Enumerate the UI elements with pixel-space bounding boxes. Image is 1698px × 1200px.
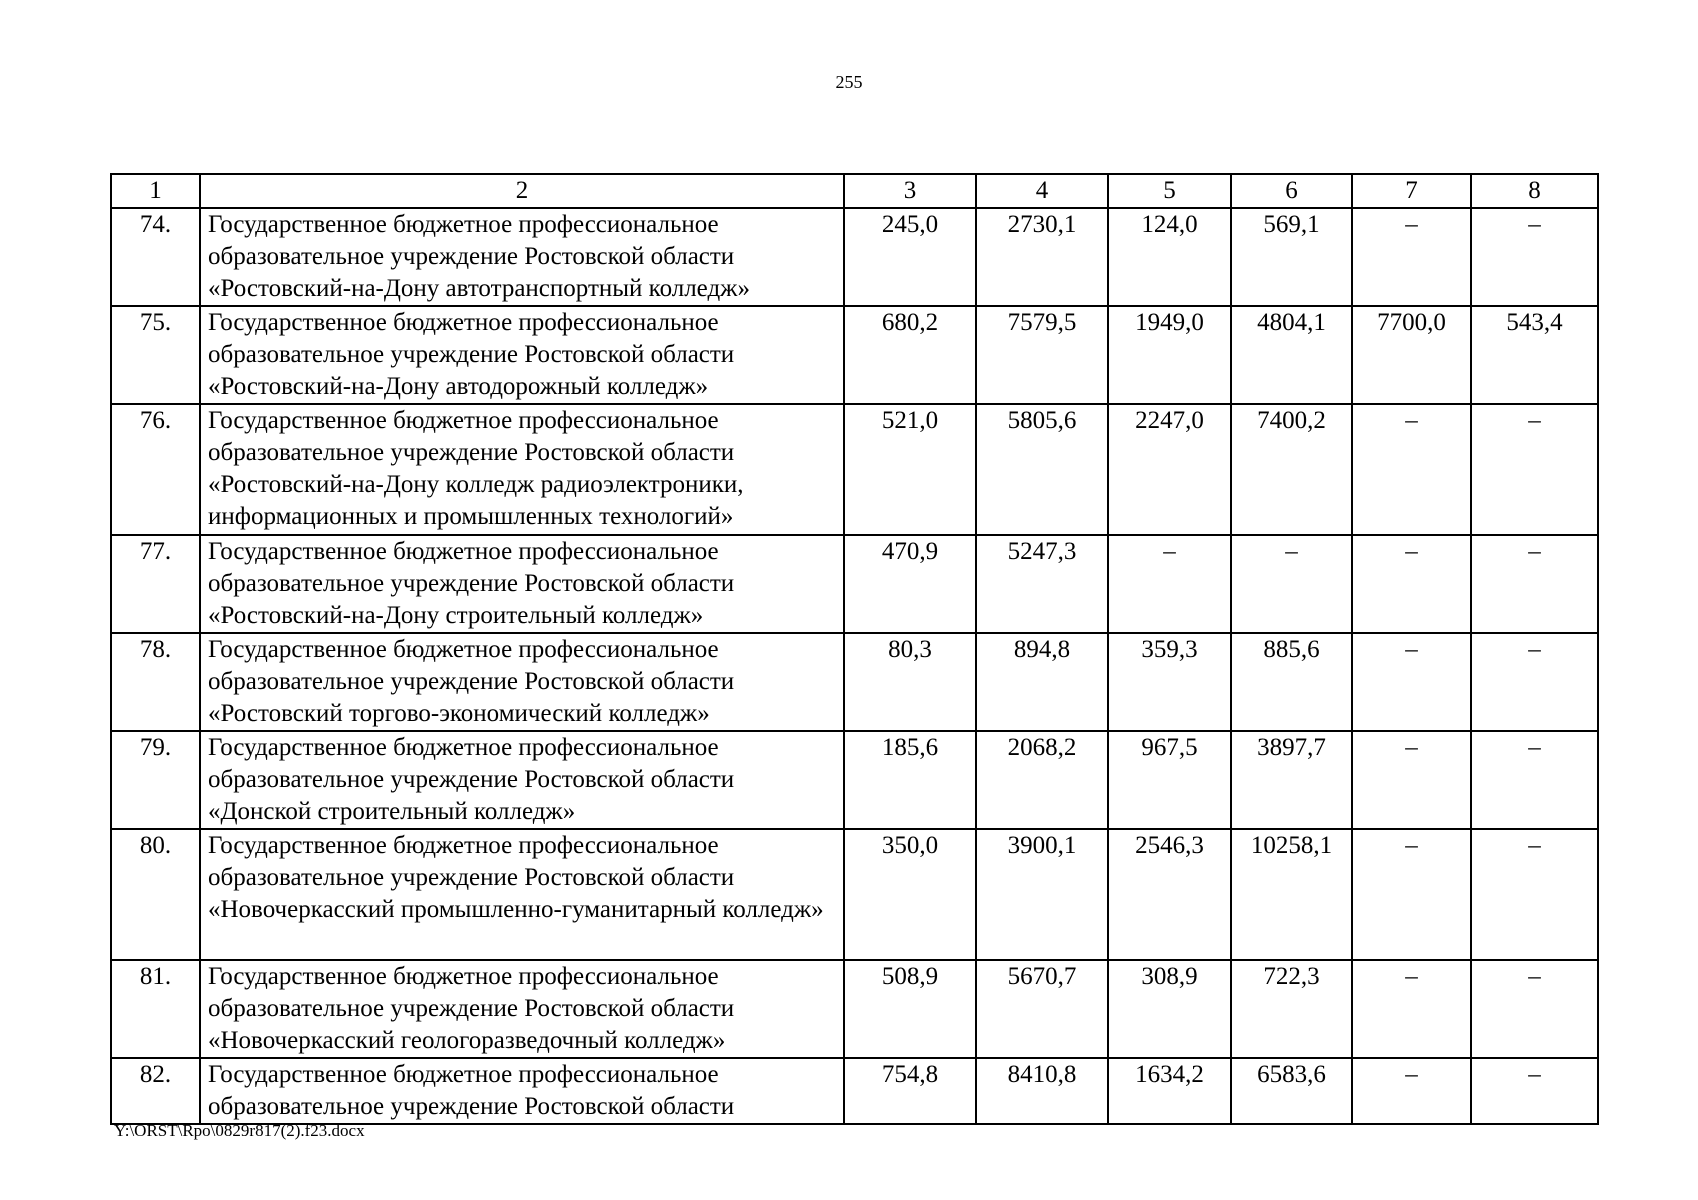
table-row <box>111 960 1598 1058</box>
institution-name: Государственное бюджетное профессиональное образовательное учреждение Ростовской области «Ростовский-на-Дону автотранспортный колледж» <box>200 208 844 306</box>
institution-name: Государственное бюджетное профессиональное образовательное учреждение Ростовской области «Ростовский-на-Дону колледж радиоэлектроники, информационных и промышленных технологий» <box>200 404 844 535</box>
value-col-3: 185,6 <box>844 731 976 829</box>
row-number: 81. <box>111 960 200 1058</box>
table-row <box>111 404 1598 535</box>
value-col-5: 124,0 <box>1108 208 1231 306</box>
row-number: 74. <box>111 208 200 306</box>
value-col-7: – <box>1352 404 1471 535</box>
value-col-7: 7700,0 <box>1352 306 1471 404</box>
value-col-6: 3897,7 <box>1231 731 1352 829</box>
value-col-5: – <box>1108 535 1231 633</box>
value-col-7: – <box>1352 960 1471 1058</box>
value-col-5: 1949,0 <box>1108 306 1231 404</box>
column-header-7: 7 <box>1352 174 1471 208</box>
table-row <box>111 208 1598 306</box>
value-col-3: 521,0 <box>844 404 976 535</box>
row-number: 75. <box>111 306 200 404</box>
value-col-3: 80,3 <box>844 633 976 731</box>
value-col-6: 7400,2 <box>1231 404 1352 535</box>
footer-file-path: Y:\ORST\Rpo\0829r817(2).f23.docx <box>114 1121 365 1140</box>
value-col-4: 3900,1 <box>976 829 1108 960</box>
value-col-6: 4804,1 <box>1231 306 1352 404</box>
value-col-8: – <box>1471 633 1598 731</box>
value-col-6: 10258,1 <box>1231 829 1352 960</box>
institution-name: Государственное бюджетное профессиональное образовательное учреждение Ростовской области «Ростовский-на-Дону автодорожный колледж» <box>200 306 844 404</box>
value-col-3: 754,8 <box>844 1058 976 1124</box>
table-container <box>110 173 1599 1125</box>
table-row <box>111 633 1598 731</box>
value-col-6: 722,3 <box>1231 960 1352 1058</box>
value-col-6: 6583,6 <box>1231 1058 1352 1124</box>
value-col-3: 350,0 <box>844 829 976 960</box>
table-header-row <box>111 174 1598 208</box>
value-col-7: – <box>1352 1058 1471 1124</box>
column-header-5: 5 <box>1108 174 1231 208</box>
value-col-5: 967,5 <box>1108 731 1231 829</box>
value-col-7: – <box>1352 633 1471 731</box>
value-col-4: 7579,5 <box>976 306 1108 404</box>
value-col-8: – <box>1471 208 1598 306</box>
value-col-7: – <box>1352 535 1471 633</box>
table-row <box>111 535 1598 633</box>
value-col-8: – <box>1471 535 1598 633</box>
institution-name: Государственное бюджетное профессиональное образовательное учреждение Ростовской области «Донской строительный колледж» <box>200 731 844 829</box>
column-header-6: 6 <box>1231 174 1352 208</box>
table-row <box>111 829 1598 960</box>
table-row <box>111 731 1598 829</box>
column-header-2: 2 <box>200 174 844 208</box>
value-col-8: – <box>1471 829 1598 960</box>
row-number: 77. <box>111 535 200 633</box>
column-header-8: 8 <box>1471 174 1598 208</box>
value-col-4: 5805,6 <box>976 404 1108 535</box>
value-col-5: 359,3 <box>1108 633 1231 731</box>
column-header-4: 4 <box>976 174 1108 208</box>
value-col-3: 680,2 <box>844 306 976 404</box>
value-col-7: – <box>1352 829 1471 960</box>
column-header-1: 1 <box>111 174 200 208</box>
value-col-6: 885,6 <box>1231 633 1352 731</box>
value-col-4: 5247,3 <box>976 535 1108 633</box>
value-col-7: – <box>1352 731 1471 829</box>
column-header-3: 3 <box>844 174 976 208</box>
institution-name: Государственное бюджетное профессиональное образовательное учреждение Ростовской области «Новочеркасский промышленно-гуманитарный колледж» <box>200 829 844 960</box>
table-row <box>111 306 1598 404</box>
budget-table <box>110 173 1599 1125</box>
value-col-8: – <box>1471 404 1598 535</box>
row-number: 82. <box>111 1058 200 1124</box>
page-number: 255 <box>835 72 863 92</box>
institution-name: Государственное бюджетное профессиональное образовательное учреждение Ростовской области «Новочеркасский геологоразведочный колледж» <box>200 960 844 1058</box>
value-col-5: 1634,2 <box>1108 1058 1231 1124</box>
value-col-8: 543,4 <box>1471 306 1598 404</box>
value-col-3: 470,9 <box>844 535 976 633</box>
value-col-8: – <box>1471 960 1598 1058</box>
value-col-4: 8410,8 <box>976 1058 1108 1124</box>
row-number: 78. <box>111 633 200 731</box>
institution-name: Государственное бюджетное профессиональное образовательное учреждение Ростовской области «Ростовский торгово-экономический колледж» <box>200 633 844 731</box>
row-number: 80. <box>111 829 200 960</box>
value-col-5: 2546,3 <box>1108 829 1231 960</box>
value-col-7: – <box>1352 208 1471 306</box>
value-col-4: 2730,1 <box>976 208 1108 306</box>
value-col-4: 5670,7 <box>976 960 1108 1058</box>
value-col-4: 894,8 <box>976 633 1108 731</box>
value-col-5: 2247,0 <box>1108 404 1231 535</box>
value-col-6: – <box>1231 535 1352 633</box>
value-col-8: – <box>1471 1058 1598 1124</box>
table-row <box>111 1058 1598 1124</box>
value-col-6: 569,1 <box>1231 208 1352 306</box>
value-col-4: 2068,2 <box>976 731 1108 829</box>
value-col-5: 308,9 <box>1108 960 1231 1058</box>
institution-name: Государственное бюджетное профессиональное образовательное учреждение Ростовской области «Ростовский-на-Дону строительный колледж» <box>200 535 844 633</box>
value-col-3: 508,9 <box>844 960 976 1058</box>
value-col-8: – <box>1471 731 1598 829</box>
value-col-3: 245,0 <box>844 208 976 306</box>
row-number: 76. <box>111 404 200 535</box>
institution-name: Государственное бюджетное профессиональное образовательное учреждение Ростовской области <box>200 1058 844 1124</box>
row-number: 79. <box>111 731 200 829</box>
